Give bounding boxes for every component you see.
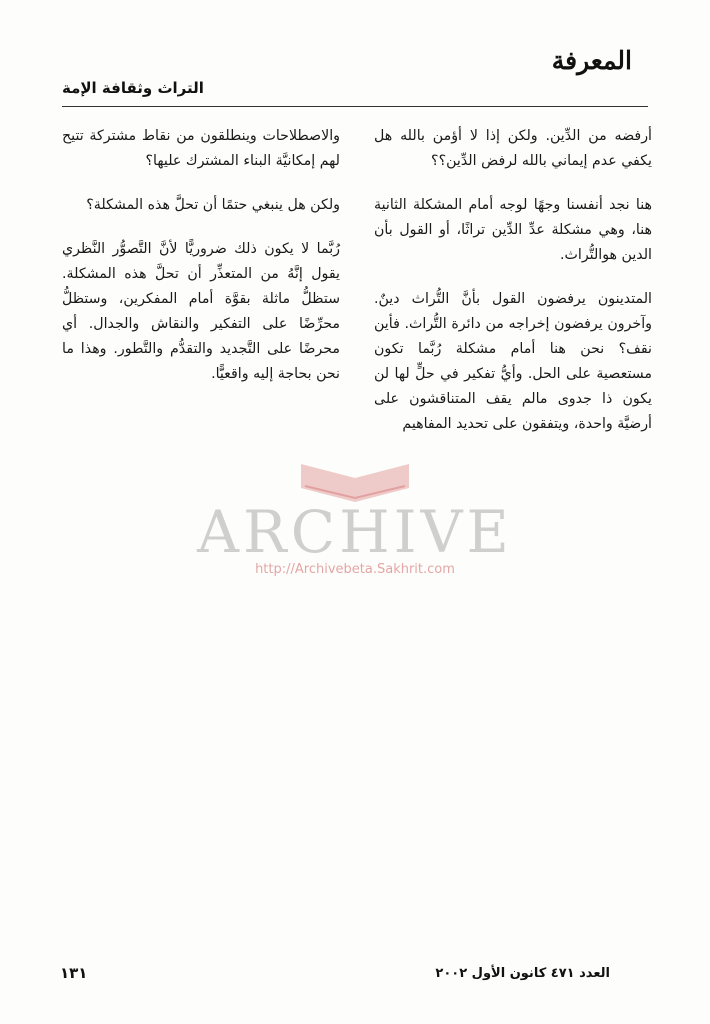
issue-info: العدد ٤٧١ كانون الأول ٢٠٠٢ bbox=[435, 966, 610, 981]
text-column-left bbox=[62, 124, 340, 406]
paragraph: المتدينون يرفضون القول بأنَّ التُّراث دينٌ. وآخرون يرفضون إخراجه من دائرة التُّراث. فأين نقف؟ نحن هنا أمام مشكلة رُبَّما تكون مستعصية على الحل. وأيُّ تفكير في حلٍّ لها لن يكون ذا جدوى مالم يقف المتناقشون على أرضيَّة واحدة، ويتفقون على تحديد المفاهيم bbox=[374, 291, 652, 432]
page-number: ١٣١ bbox=[60, 964, 88, 982]
paragraph: هنا نجد أنفسنا وجهًا لوجه أمام المشكلة الثانية هنا، وهي مشكلة عدِّ الدِّين تراثًا، أو القول بأن الدين هوالتُّراث. bbox=[374, 197, 652, 263]
running-head: التراث وثقافة الإمة bbox=[62, 79, 204, 97]
paragraph: والاصطلاحات وينطلقون من نقاط مشتركة تتيح لهم إمكانيَّة البناء المشترك عليها؟ bbox=[62, 128, 340, 169]
archive-watermark bbox=[0, 458, 710, 586]
paragraph: أرفضه من الدِّين. ولكن إذا لا أؤمن بالله هل يكفي عدم إيماني بالله لرفض الدِّين؟؟ bbox=[374, 128, 652, 169]
magazine-logo: المعرفة bbox=[551, 46, 632, 75]
paragraph: ولكن هل ينبغي حتمًا أن تحلَّ هذه المشكلة؟ bbox=[86, 197, 340, 213]
watermark-url: http://Archivebeta.Sakhrit.com bbox=[255, 562, 455, 577]
header-divider bbox=[62, 106, 648, 107]
paragraph: رُبَّما لا يكون ذلك ضروريًّا لأنَّ التَّصوُّر النَّظري يقول إنَّهُ من المتعذِّر أن تحلَّ هذه المشكلة. ستظلُّ ماثلة بقوَّة أمام المفكرين، وستظلُّ محرِّضًا على التفكير والنقاش والجدال. أي محرضًا على التَّجديد والتقدُّم والتَّطور. وهذا ما نحن بحاجة إليه واقعيًّا. bbox=[62, 241, 340, 382]
text-column-right bbox=[374, 124, 652, 456]
watermark-title: ARCHIVE bbox=[197, 498, 513, 566]
